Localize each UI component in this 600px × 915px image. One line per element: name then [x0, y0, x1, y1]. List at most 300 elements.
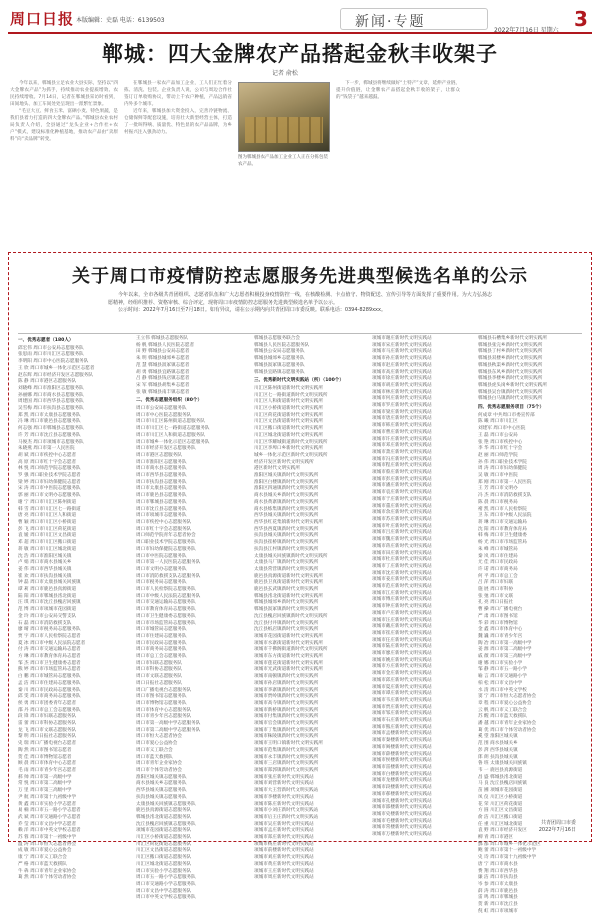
candidate-list-column-5	[478, 336, 590, 914]
editor-info: 本版编辑：史磊 电话：6139503	[76, 17, 165, 24]
candidate-entry: 项城市谢庄新时代文明实践站	[372, 336, 432, 341]
candidate-entry: 项城市秦楼新时代文明实践站	[372, 738, 432, 744]
candidate-entry: 周口市淮阳区志愿服务队	[136, 459, 187, 465]
candidate-entry: 邹 静 周口市五一路小学	[478, 667, 527, 673]
candidate-entry: 项城市彭庄新时代文明实践站	[372, 476, 432, 482]
candidate-entry: 项城市田庄新时代文明实践站	[372, 550, 432, 556]
candidate-entry: 倪 虹 周口市项城市	[478, 908, 518, 914]
candidate-entry: 项城市李寨镇新时代文明实践所	[254, 687, 319, 693]
candidate-entry: 龙 飞 周口市文联志愿服务队	[18, 727, 77, 733]
candidate-entry: 邓 超 周口市川汇区搬口街道	[18, 540, 77, 546]
candidate-entry: 项城市水寨街道新时代文明实践所	[254, 640, 323, 646]
candidate-entry: 周口市蓝天救援队	[136, 754, 173, 760]
candidate-entry: 彭 湃 西华县城关镇	[478, 747, 518, 753]
candidate-entry: 商水县黄寨镇新时代文明实践所	[254, 499, 319, 505]
candidate-entry: 王 芳 周口市文明办	[478, 486, 518, 492]
candidate-entry: 项城市千佛阁街道新时代文明实践所	[254, 647, 328, 653]
candidate-entry: 赖 洋 周口市中英文学校志愿者	[18, 828, 81, 834]
candidate-entry: 郸城县志愿服务联合会	[254, 336, 300, 341]
candidate-entry: 石 磊 周口市消防救援支队	[18, 620, 72, 626]
candidate-entry: 尹 航 周口市第十九初级中学	[18, 794, 77, 800]
candidate-entry: 项城市梁庄新时代文明实践站	[372, 409, 432, 415]
candidate-entry: 项城市韩庄新时代文明实践站	[372, 423, 432, 429]
candidate-entry: 雷 鸣 周口市郸城县	[478, 895, 518, 901]
candidate-entry: 西华县城关镇志愿服务队	[136, 788, 187, 794]
article-photo	[238, 82, 330, 152]
candidate-list-column-4	[372, 336, 484, 836]
candidate-entry: 项城市侯楼新时代文明实践站	[372, 758, 432, 764]
candidate-entry: 孙 伟 周口职业技术学院	[478, 459, 527, 465]
notice-intro-paragraph: 今年以来，全市各级共青团组织、志愿者队伍和广大志愿者积极投身疫情防控一线，在核酸检测、卡点值守、物资配送、宣传引导等方面发挥了重要作用。为大力弘扬志愿精神，经组织推荐、资格审核、综合评定，现将周口市疫情防控志愿服务先进典型候选名单予以公示。	[108, 292, 492, 306]
candidate-entry: 廖 晴 周口市税务局志愿服务队	[18, 627, 81, 633]
candidate-entry: 周口市沈丘县志愿服务队	[136, 506, 187, 512]
candidate-entry: 鹿邑县玄武镇新时代文明实践所	[254, 587, 319, 593]
candidate-entry: 沈丘县纸店镇新时代文明实践所	[254, 627, 319, 633]
candidate-entry: 宋 军 郸城县胡集乡志愿者	[136, 382, 190, 388]
candidate-entry: 项城市何庄新时代文明实践站	[372, 396, 432, 402]
candidate-entry: 云 帆 周口市义工联合会	[478, 707, 527, 713]
candidate-entry: 项城市钟庄新时代文明实践站	[372, 604, 432, 610]
candidate-entry: 周口市第一人民医院志愿服务队	[136, 560, 201, 566]
candidate-entry: 郸城县李楼乡新时代文明实践所	[478, 376, 543, 382]
candidate-entry: 郸城县城郊乡志愿服务队	[254, 356, 305, 362]
candidate-entry: 袁 野 周口市经济开发区	[478, 828, 527, 834]
candidate-entry: 鲁 班 太康县城关回族镇	[478, 761, 527, 767]
candidate-entry: 项城市刘营新时代文明实践站	[254, 781, 314, 787]
candidate-entry: 周口市青少年宫志愿服务队	[136, 714, 192, 720]
candidate-entry: 郸城县汲冢镇新时代文明实践所	[254, 607, 319, 613]
candidate-entry: 项城市贾庄新时代文明实践站	[372, 704, 432, 710]
candidate-entry: 项城市毛楼新时代文明实践站	[372, 818, 432, 824]
candidate-entry: 项城市杨庄新时代文明实践站	[254, 841, 314, 847]
candidate-entry: 沈丘县槐店回族镇志愿服务队	[136, 821, 196, 827]
candidate-entry: 项城市范集镇新时代文明实践所	[254, 747, 319, 753]
candidate-entry: 项城市林庄新时代文明实践站	[372, 389, 432, 395]
candidate-entry: 项城市陈庄新时代文明实践站	[254, 801, 314, 807]
candidate-entry: 周口市疾控中心志愿服务队	[136, 519, 192, 525]
candidate-entry: 周口职业技术学院志愿服务队	[136, 540, 196, 546]
candidate-entry: 周口市川汇区人和街道志愿服务队	[136, 432, 205, 438]
candidate-entry: 谭 莉 周口市鹿邑县真源街道	[18, 587, 77, 593]
candidate-entry: 川汇区李埠口乡新时代文明实践所	[254, 446, 323, 452]
candidate-entry: 胡 斌 周口市疾控中心志愿者	[18, 452, 77, 458]
candidate-entry: 曹 颖 周口市川汇区小桥街道	[18, 519, 77, 525]
candidate-entry: 高 原 周口市红十字会志愿者	[18, 459, 77, 465]
candidate-entry: 卫 东 周口市中级人民法院	[478, 513, 532, 519]
candidate-entry: 郸城县城郊乡新时代文明实践所	[254, 600, 319, 606]
candidate-entry: 许 诺 周口市商务局	[478, 566, 518, 572]
candidate-entry: 凤 仪 川汇区小桥街道	[478, 794, 523, 800]
candidate-entry: 周口市总工会志愿服务队	[136, 654, 187, 660]
candidate-entry: 黄 鑫 周口市实验小学志愿者	[18, 801, 77, 807]
candidate-entry: 项城市万楼新时代文明实践站	[372, 832, 432, 838]
candidate-entry: 项城市刘庄新时代文明实践站	[254, 855, 314, 861]
candidate-entry: 昌 盛 郸城县洺北街道	[478, 774, 523, 780]
candidate-entry: 鹿邑县真源街道志愿服务队	[136, 808, 192, 814]
candidate-entry: 川汇区搬口街道新时代文明实践所	[254, 426, 323, 432]
article-column-1	[10, 80, 118, 248]
candidate-entry: 牛 犇 周口市青年企业家协会	[18, 868, 77, 874]
candidate-entry: 韩 梅 周口市卫生健康委	[478, 533, 527, 539]
candidate-entry: 项城市金庄新时代文明实践站	[372, 671, 432, 677]
candidate-entry: 汪 琪 周口市沈丘县槐店回族镇	[18, 600, 81, 606]
candidate-entry: 蒋 琳 周口市交通运输局	[478, 519, 527, 525]
candidate-entry: 武 斌 周口市交通路小学志愿者	[18, 814, 81, 820]
candidate-entry: 冯 杰 周口市消防救援支队	[478, 493, 532, 499]
candidate-entry: 川汇区荷花街道志愿服务队	[136, 841, 192, 847]
candidate-entry: 窦 宁 周口市恒大志愿者协会	[478, 694, 537, 700]
candidate-entry: 项城市魏庄新时代文明实践站	[372, 537, 432, 543]
candidate-entry: 项城市孙庄新时代文明实践站	[372, 356, 432, 362]
candidate-entry: 郸城县人民医院志愿服务队	[254, 342, 310, 348]
candidate-entry: 项城市罗庄新时代文明实践站	[372, 403, 432, 409]
candidate-entry: 柳 青 周口市港区	[478, 835, 514, 841]
candidate-entry: 商水县城关乡新时代文明实践所	[254, 493, 319, 499]
candidate-entry: 鹿邑县真源街道新时代文明实践所	[254, 573, 323, 579]
candidate-entry: 周口市第一高级中学志愿服务队	[136, 721, 201, 727]
article-paragraph: 在郸城县一家农产品加工企业，工人们正忙着分拣、清洗、包装。企业负责人说，公司与周边合作社签订订单收购协议，带动上千农户种植，产品远销省内外多个城市。	[124, 81, 232, 107]
candidate-entry: 潘 越 周口市青年企业家协会	[478, 721, 537, 727]
candidate-entry: 邱 雯 周口市商务局志愿服务队	[18, 694, 81, 700]
candidate-entry: 郸城县公安局志愿服务队	[254, 349, 305, 355]
candidate-entry: 郑 凯 周口市太康县志愿服务队	[18, 412, 81, 418]
candidate-entry: 周口市郸城县志愿服务队	[136, 499, 187, 505]
candidate-entry: 周口日报社志愿服务队	[136, 680, 182, 686]
candidate-entry: 项城市孟庄新时代文明实践站	[254, 828, 314, 834]
candidate-entry: 赵东辉 周口市经济开发区志愿服务队	[18, 372, 93, 378]
candidate-entry: 项城市卢庄新时代文明实践站	[372, 610, 432, 616]
candidate-entry: 项城市前楼新时代文明实践站	[254, 848, 314, 854]
candidate-entry: 刘建军 周口市中心医院	[478, 426, 526, 432]
candidate-entry: 易 楠 周口市五一路小学志愿者	[18, 808, 81, 814]
candidate-entry: 川汇区城北街道志愿服务队	[136, 861, 192, 867]
candidate-entry: 周口市文明办志愿服务队	[136, 566, 187, 572]
candidate-entry: 郸城县张完乡新时代文明实践所	[478, 342, 543, 348]
article-byline: 记者 俞松	[272, 70, 298, 77]
candidate-entry: 项城市曹庄新时代文明实践站	[372, 429, 432, 435]
candidate-entry: 郸城县洺北街道志愿服务队	[136, 814, 192, 820]
candidate-entry: 项城市汪庄新时代文明实践站	[372, 617, 432, 623]
candidate-entry: 周口广播电视台志愿服务队	[136, 687, 192, 693]
candidate-entry: 项城市陆庄新时代文明实践站	[372, 644, 432, 650]
candidate-entry: 葛 然 周口市个体劳动者协会	[18, 875, 77, 881]
candidate-entry: 项城市苏庄新时代文明实践站	[372, 516, 432, 522]
candidate-entry: 周口市妇联志愿服务队	[136, 660, 182, 666]
candidate-entry: 淮阳区城关镇新时代文明实践所	[254, 473, 319, 479]
candidate-entry: 费 翔 周口市西华县	[478, 868, 518, 874]
candidate-entry: 周口市太康县志愿服务队	[136, 486, 187, 492]
candidate-entry: 袁 媛 周口市川汇区文昌街道	[18, 533, 77, 539]
candidate-entry: 周口市中级人民法院志愿服务队	[136, 593, 201, 599]
candidate-entry: 孟 洁 周口市住建局志愿服务队	[18, 680, 81, 686]
candidate-entry: 周口市体育中心志愿服务队	[136, 707, 192, 713]
candidate-entry: 乔 莹 周口市文昌中学志愿者	[18, 821, 77, 827]
candidate-entry: 项城市方庄新时代文明实践站	[372, 664, 432, 670]
candidate-entry: 周口市爱心公益协会	[136, 741, 178, 747]
candidate-entry: 周口市港区志愿服务队	[136, 452, 182, 458]
candidate-entry: 李明阳 周口市中心医院志愿服务队	[18, 359, 89, 365]
list-section-heading: 三、优秀新时代文明实践站（所）（100个）	[254, 378, 344, 384]
candidate-entry: 林 悦 周口师范学院志愿服务队	[18, 466, 81, 472]
candidate-entry: 项城市蔡庄新时代文明实践站	[372, 470, 432, 476]
candidate-entry: 贺 新 周口市沈丘县	[478, 902, 518, 908]
candidate-entry: 项城市任庄新时代文明实践站	[372, 637, 432, 643]
candidate-entry: 川汇区文昌街道志愿服务队	[136, 848, 192, 854]
candidate-entry: 贺 佳 周口市博物馆志愿者	[18, 754, 72, 760]
candidate-entry: 郸城县石槽集乡新时代文明实践所	[478, 336, 547, 341]
candidate-entry: 扶沟县城关镇新时代文明实践所	[254, 533, 319, 539]
photo-caption: 图为郸城县农产品加工企业工人正在分拣包装农产品。	[238, 155, 328, 167]
candidate-entry: 太康县城关回族镇新时代文明实践所	[254, 553, 328, 559]
candidate-entry: 鹿邑县卫真街道新时代文明实践所	[254, 580, 323, 586]
candidate-entry: 周口市鹿邑县志愿服务队	[136, 493, 187, 499]
candidate-entry: 水 清 周口市中英文学校	[478, 687, 527, 693]
candidate-entry: 周口市青年企业家协会	[136, 761, 182, 767]
article-column-2	[124, 80, 232, 248]
masthead	[8, 6, 592, 34]
candidate-entry: 川汇区人和街道新时代文明实践所	[254, 399, 323, 405]
candidate-entry: 吴 敏 周口市中医院	[478, 473, 518, 479]
candidate-entry: 项城市郑郭镇新时代文明实践所	[254, 768, 319, 773]
candidate-entry: 周口市扶沟县志愿服务队	[136, 479, 187, 485]
candidate-entry: 冯 琳 周口市鹿邑县志愿服务队	[18, 419, 81, 425]
candidate-entry: 周口市红十字会志愿服务队	[136, 526, 192, 532]
candidate-entry: 项城市廖庄新时代文明实践站	[372, 651, 432, 657]
candidate-entry: 雷 蕾 周口市科协志愿服务队	[18, 721, 77, 727]
candidate-entry: 张 弛 周口市文联	[478, 593, 514, 599]
candidate-entry: 项城市段楼新时代文明实践站	[372, 785, 432, 791]
candidate-entry: 王 欣 周口市城乡一体化示范区志愿者	[18, 365, 95, 371]
candidate-entry: 陆 阳 周口市郸城县洺北街道	[18, 593, 77, 599]
candidate-entry: 周 涛 周口市妇幼保健院	[478, 466, 527, 472]
candidate-entry: 鲍 蕾 周口市第十一初级中学	[478, 848, 537, 854]
candidate-entry: 王 磊 周口市公安局	[478, 432, 518, 438]
candidate-entry: 项城市孔楼新时代文明实践站	[372, 798, 432, 804]
candidate-list-column-2	[136, 336, 248, 901]
candidate-entry: 郸城县汲冢镇志愿服务队	[254, 362, 305, 368]
candidate-entry: 周口市图书馆志愿服务队	[136, 694, 187, 700]
candidate-entry: 项城市姜庄新时代文明实践站	[372, 577, 432, 583]
notice-intro-paragraph: 公示时间：2022年7月16日至7月18日。如有异议，请在公示期内向共青团周口市委反映。联系电话：0394-8289xxx。	[118, 307, 386, 313]
candidate-entry: 周口市文联志愿服务队	[136, 674, 182, 680]
list-section-heading: 一、优秀志愿者（180人）	[18, 338, 74, 343]
candidate-entry: 项城市徐庄新时代文明实践站	[372, 376, 432, 382]
candidate-entry: 周口市人民检察院志愿服务队	[136, 587, 196, 593]
candidate-entry: 杨 光 周口市市场监管局	[478, 540, 527, 546]
candidate-entry: 项城市光武街道新时代文明实践所	[254, 667, 323, 673]
candidate-entry: 项城市花园街道志愿服务队	[136, 828, 192, 834]
candidate-entry: 万 里 周口市第三高级中学	[18, 788, 72, 794]
candidate-entry: 孙丽娜 周口市商水县志愿服务队	[18, 392, 84, 398]
candidate-entry: 严 格 周口市蓝天救援队	[18, 861, 67, 867]
candidate-entry: 陈 曦 周口市川汇区	[478, 419, 518, 425]
candidate-entry: 项城市袁庄新时代文明实践站	[372, 490, 432, 496]
candidate-entry: 周口市市场监管局志愿服务队	[136, 620, 196, 626]
candidate-entry: 项城市丁庄新时代文明实践站	[372, 563, 432, 569]
candidate-entry: 郸城县秋渠乡新时代文明实践所	[478, 362, 543, 368]
candidate-entry: 周口市卫生健康委志愿服务队	[136, 613, 196, 619]
candidate-entry: 扶沟县崔桥镇新时代文明实践所	[254, 540, 319, 546]
article-paragraph: 近年来，郸城县加大资金投入，完善冷链物流、仓储保鲜等配套设施，培育壮大新型经营主体，打造了一批叫得响、质量优、特色显的农产品品牌，为乡村振兴注入强劲动力。	[124, 109, 232, 135]
candidate-entry: 项城市永丰镇新时代文明实践所	[254, 754, 319, 760]
candidate-entry: 项城市戴庄新时代文明实践站	[372, 624, 432, 630]
candidate-entry: 项城市蒋庄新时代文明实践站	[372, 543, 432, 549]
candidate-entry: 周口市西华县志愿服务队	[136, 473, 187, 479]
candidate-entry: 西华县西夏镇新时代文明实践所	[254, 526, 319, 532]
candidate-entry: 项城市余庄新时代文明实践站	[372, 510, 432, 516]
candidate-entry: 项城市花园街道新时代文明实践所	[254, 633, 323, 639]
candidate-entry: 姜 源 周口市第二高级中学	[478, 647, 532, 653]
candidate-entry: 项城市秣陵镇新时代文明实践所	[254, 734, 319, 740]
candidate-entry: 陈 晨 周口市税务局	[478, 499, 518, 505]
candidate-entry: 周口市五一路小学志愿服务队	[136, 875, 196, 881]
candidate-entry: 郑 刚 周口市第一人民医院	[478, 479, 532, 485]
candidate-entry: 张 艳 周口市疾控中心	[478, 439, 523, 445]
candidate-entry: 周口市中英文学校志愿服务队	[136, 895, 196, 901]
candidate-entry: 项城市沈庄新时代文明实践站	[372, 570, 432, 576]
candidate-entry: 项城市吕庄新时代文明实践站	[372, 530, 432, 536]
candidate-entry: 沈丘县付井镇新时代文明实践所	[254, 620, 319, 626]
candidate-entry: 段 锋 周口市妇联志愿服务队	[18, 714, 77, 720]
candidate-entry: 赵 丽 周口师范学院	[478, 452, 518, 458]
notice-signature	[480, 820, 576, 834]
candidate-entry: 郸城县宜路镇志愿服务队	[254, 369, 305, 375]
candidate-entry: 苗 圃 项城市花园街道	[478, 788, 523, 794]
candidate-entry: 周口市中医院志愿服务队	[136, 553, 187, 559]
candidate-entry: 周建国 周口市西华县志愿服务队	[18, 399, 84, 405]
candidate-entry: 太康县城关回族镇志愿服务队	[136, 801, 196, 807]
candidate-entry: 方 圆 川汇区文昌街道	[478, 808, 523, 814]
candidate-entry: 侯 勇 周口市团委青年志愿者	[18, 700, 77, 706]
candidate-list-column-3	[254, 336, 366, 881]
candidate-entry: 毛 雨 周口市青少年宫志愿者	[18, 768, 77, 773]
candidate-entry: 项城市东方街道新时代文明实践所	[254, 654, 323, 660]
candidate-entry: 张 敏 郸城县南丰镇志愿者	[136, 389, 190, 395]
candidate-entry: 项城市官会镇新时代文明实践所	[254, 721, 319, 727]
candidate-entry: 项城市郑庄新时代文明实践站	[254, 835, 314, 841]
candidate-entry: 商水县练集镇新时代文明实践所	[254, 506, 319, 512]
candidate-entry: 项城市高寺镇新时代文明实践所	[254, 700, 319, 706]
candidate-entry: 项城市贾岭镇新时代文明实践所	[254, 694, 319, 700]
candidate-entry: 华 彩 周口市博物馆	[478, 620, 518, 626]
candidate-entry: 西华县城关镇新时代文明实践所	[254, 513, 319, 519]
candidate-entry: 项城市邱庄新时代文明实践站	[372, 677, 432, 683]
candidate-entry: 项城市薛楼新时代文明实践站	[372, 751, 432, 757]
candidate-entry: 项城市史楼新时代文明实践站	[372, 811, 432, 817]
candidate-entry: 王立伟 郸城县志愿服务队	[136, 336, 188, 341]
candidate-entry: 喻 言 周口市交通路小学	[478, 674, 527, 680]
candidate-entry: 项城市白楼新时代文明实践站	[372, 771, 432, 777]
candidate-entry: 韦 一 鹿邑县真源街道	[478, 768, 523, 773]
notice-title: 关于周口市疫情防控志愿服务先进典型候选名单的公示	[72, 266, 528, 287]
candidate-entry: 项城市杜庄新时代文明实践站	[372, 557, 432, 563]
candidate-entry: 褚 凯 周口市人民检察院	[478, 506, 527, 512]
candidate-entry: 史 诗 周口市第十九初级中学	[478, 855, 537, 861]
candidate-entry: 蒋 敏 周口市川汇区城北街道	[18, 546, 77, 552]
candidate-entry: 周口市公安局志愿服务队	[136, 406, 187, 412]
candidate-list-column-1	[18, 336, 130, 881]
candidate-entry: 项城市江庄新时代文明实践站	[372, 590, 432, 596]
candidate-entry: 朱 明 郸城县城郊乡志愿者	[136, 356, 190, 362]
candidate-entry: 夏 冰 周口市中级人民法院志愿者	[18, 640, 86, 646]
candidate-entry: 周口市川汇区陈州街道志愿服务队	[136, 419, 205, 425]
candidate-entry: 项城市吴庄新时代文明实践站	[254, 821, 314, 827]
candidate-entry: 秦 岚 周口市住建局	[478, 553, 518, 559]
candidate-entry: 葛 优 周口市个体劳动者协会	[478, 727, 537, 733]
candidate-entry: 吕 萍 周口市妇联	[478, 580, 514, 586]
candidate-entry: 邱宏伟 周口市公安局志愿服务队	[18, 345, 84, 351]
candidate-entry: 周口市经济开发区志愿服务队	[136, 446, 196, 452]
list-section-heading: 四、优秀志愿服务项目（75个）	[478, 405, 545, 411]
candidate-entry: 金 玲 周口市公安局交警支队	[18, 613, 77, 619]
candidate-entry: 周口市科协志愿服务队	[136, 667, 182, 673]
candidate-entry: 刘晓峰 周口市淮阳区志愿服务队	[18, 385, 84, 391]
candidate-entry: 太康县常营镇新时代文明实践所	[254, 566, 319, 572]
candidate-entry: 宋 涛 周口市中医院志愿服务队	[18, 486, 81, 492]
candidate-entry: 范 围 商水县城关乡	[478, 741, 518, 747]
candidate-entry: 熊 婷 周口市市场监管局志愿者	[18, 667, 81, 673]
candidate-entry: 周口市交通运输局志愿服务队	[136, 600, 196, 606]
candidate-entry: 项城市高庄新时代文明实践站	[372, 369, 432, 375]
candidate-entry: 邵 丹 周口市总工会志愿服务队	[18, 707, 81, 713]
candidate-entry: 花 荣 川汇区荷花街道	[478, 801, 523, 807]
candidate-entry: 项城市黄庄新时代文明实践站	[254, 861, 314, 867]
candidate-entry: 彭 飞 周口市川汇区荷花街道	[18, 526, 77, 532]
candidate-entry: 钟 磊 周口市太康县城关回族镇	[18, 580, 81, 586]
candidate-entry: 何志强 周口市郸城县志愿服务队	[18, 426, 84, 432]
candidate-entry: 周口市住建局志愿服务队	[136, 633, 187, 639]
candidate-entry: 柏 松 周口市文昌中学	[478, 680, 523, 686]
candidate-entry: 项城市邵楼新时代文明实践站	[372, 805, 432, 811]
candidate-entry: 项城市付集镇新时代文明实践所	[254, 714, 319, 720]
candidate-entry: 孔 亮 周口日报社	[478, 600, 514, 606]
candidate-entry: 康 宁 周口市义工联合会	[18, 855, 67, 861]
candidate-entry: 项城市小刘庄新时代文明实践站	[254, 808, 319, 814]
issue-date: 2022年7月16日 星期六	[494, 27, 559, 34]
candidate-entry: 项城市胡庄新时代文明实践站	[372, 382, 432, 388]
candidate-entry: 杨 帆 郸城县人民医院志愿者	[136, 342, 195, 348]
candidate-entry: 项城市冯庄新时代文明实践站	[372, 456, 432, 462]
candidate-entry: 项城市崔庄新时代文明实践站	[372, 630, 432, 636]
article-paragraph: 下一步，郸城县将继续做好“土特产”文章，延伸产业链、提升价值链，让金牌农产品搭起金秋丰收的架子，让群众的“钱袋子”越来越鼓。	[336, 81, 461, 100]
candidate-entry: 郭 丽 周口市文明办志愿服务队	[18, 493, 81, 499]
candidate-entry: 郎 朗 扶沟县城关镇	[478, 754, 518, 760]
candidate-entry: 项城市三店镇新时代文明实践所	[254, 761, 319, 767]
candidate-entry: 项城市常楼新时代文明实践站	[372, 825, 432, 831]
candidate-entry: 项城市于庄新时代文明实践站	[372, 496, 432, 502]
candidate-entry: 苏 蓉 周口市第十一初级中学	[18, 835, 77, 841]
section-title: 新闻·专题	[355, 14, 426, 30]
candidate-entry: 周口市义工联合会	[136, 747, 173, 753]
candidate-entry: 范 博 周口市项城市花园街道	[18, 607, 77, 613]
candidate-entry: 周口市民政局志愿服务队	[136, 640, 187, 646]
candidate-entry: 韩 雪 周口市川汇区七一路街道	[18, 506, 81, 512]
candidate-entry: 秦 川 周口市民政局志愿服务队	[18, 687, 81, 693]
candidate-entry: 顾 晨 周口市体育中心志愿者	[18, 761, 77, 767]
candidate-entry: 周口市妇幼保健院志愿服务队	[136, 546, 196, 552]
candidate-entry: 卢 娟 周口市商水县城关乡	[18, 560, 72, 566]
candidate-entry: 岑 参 周口市太康县	[478, 881, 518, 887]
candidate-entry: 苏 醒 周口市蓝天救援队	[478, 714, 527, 720]
candidate-entry: 项城市潘庄新时代文明实践站	[372, 483, 432, 489]
candidate-entry: 郸城县洺北街道新时代文明实践所	[254, 593, 323, 599]
candidate-entry: 项城市李楼新时代文明实践站	[254, 794, 314, 800]
candidate-entry: 马俊杰 周口市项城市志愿服务队	[18, 439, 84, 445]
candidate-entry: 项城市张庄新时代文明实践站	[254, 774, 314, 780]
candidate-entry: 田 野 郸城县公安局志愿者	[136, 349, 190, 355]
candidate-entry: 川汇区七一路街道新时代文明实践所	[254, 392, 328, 398]
candidate-entry: 项城市许庄新时代文明实践站	[372, 436, 432, 442]
